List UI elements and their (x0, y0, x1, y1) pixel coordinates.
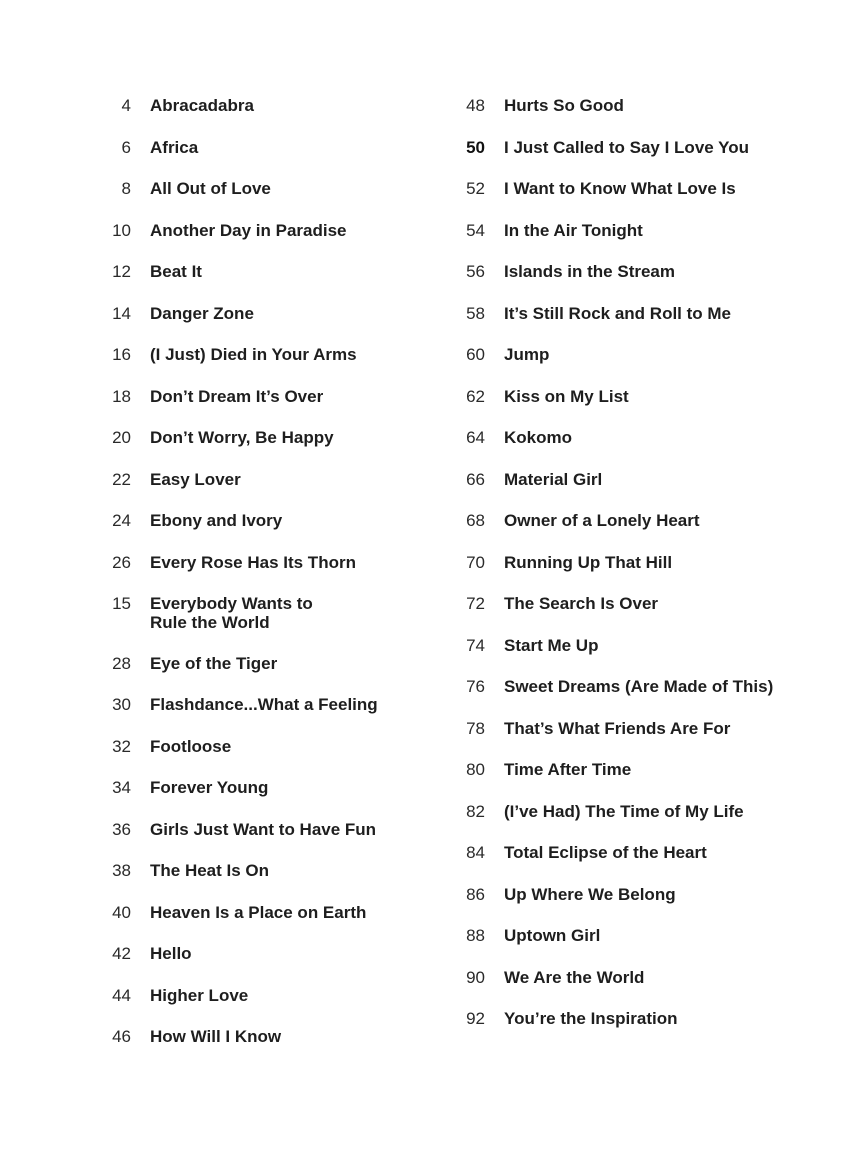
contents-entry (96, 221, 426, 241)
contents-entry (96, 986, 426, 1006)
page-number: 50 (466, 137, 485, 157)
song-title (150, 986, 248, 1005)
song-title (150, 262, 202, 281)
contents-entry (96, 695, 426, 715)
song-title (150, 861, 269, 880)
song-title-line: Easy Lover (150, 469, 241, 489)
song-title (150, 304, 254, 323)
contents-entry (450, 1009, 850, 1029)
page-number: 26 (112, 552, 131, 572)
contents-entry (450, 968, 850, 988)
song-title (504, 428, 572, 447)
contents-entry (450, 677, 850, 697)
song-title (150, 594, 313, 632)
song-title (150, 96, 254, 115)
page-number: 14 (112, 303, 131, 323)
song-title-line: The Heat Is On (150, 861, 270, 880)
contents-entry (450, 138, 850, 158)
song-title (150, 470, 241, 489)
contents-entry (450, 802, 850, 822)
song-title (150, 179, 271, 198)
contents-entry (450, 594, 850, 614)
page-number: 12 (112, 262, 131, 281)
song-title (150, 345, 357, 364)
page-number: 44 (112, 985, 131, 1005)
song-title-line: Material Girl (504, 469, 603, 489)
song-title (150, 428, 334, 447)
page-number: 32 (112, 736, 131, 756)
song-title (150, 820, 376, 839)
page-number: 58 (466, 303, 485, 323)
song-title (504, 179, 736, 198)
contents-entry (96, 138, 426, 158)
song-title (150, 695, 378, 714)
song-title-line: Heaven Is a Place on Earth (150, 902, 367, 922)
page-number: 4 (121, 96, 131, 115)
song-title (504, 553, 672, 572)
page-number: 86 (466, 884, 485, 904)
contents-entry (96, 778, 426, 798)
contents-entry (96, 345, 426, 365)
song-title-line: That’s What Friends Are For (504, 718, 731, 738)
page-number: 46 (112, 1027, 131, 1046)
page-number: 74 (466, 635, 485, 655)
contents-entry (450, 96, 850, 116)
song-title-line: Higher Love (150, 985, 249, 1005)
contents-entry (450, 179, 850, 199)
song-title (504, 138, 749, 157)
song-title (504, 345, 549, 364)
contents-entry (96, 1027, 426, 1047)
contents-entry (450, 470, 850, 490)
song-title-line: Kiss on My List (504, 386, 629, 406)
song-title (504, 511, 700, 530)
song-title-line: Running Up That Hill (504, 552, 673, 572)
page-number: 84 (466, 843, 485, 862)
song-title (150, 737, 231, 756)
contents-entry (96, 511, 426, 531)
contents-entry (96, 96, 426, 116)
page-number: 68 (466, 511, 485, 530)
song-title-line: All Out of Love (150, 179, 271, 198)
song-title-line: Jump (504, 345, 550, 364)
page-number: 92 (466, 1009, 485, 1028)
page-number: 88 (466, 926, 485, 945)
song-title-line: Islands in the Stream (504, 262, 675, 281)
page-number: 76 (466, 677, 485, 696)
contents-entry (450, 511, 850, 531)
contents-entry (96, 387, 426, 407)
contents-entry (450, 387, 850, 407)
contents-entry (450, 885, 850, 905)
song-title (150, 221, 347, 240)
song-title-line: Another Day in Paradise (150, 220, 347, 240)
contents-entry (96, 861, 426, 881)
page-number: 16 (112, 345, 131, 364)
page-number: 24 (112, 511, 131, 530)
song-title-line: Up Where We Belong (504, 884, 676, 904)
contents-entry (450, 719, 850, 739)
page-number: 22 (112, 469, 131, 489)
page-number: 82 (466, 801, 485, 821)
song-title-line: You’re the Inspiration (504, 1009, 678, 1028)
song-title (150, 511, 282, 530)
contents-entry (450, 760, 850, 780)
song-title (150, 654, 277, 673)
page-number: 36 (112, 819, 131, 839)
song-title-line: Footloose (150, 736, 232, 756)
page-number: 64 (466, 428, 485, 447)
song-title (150, 944, 192, 963)
song-title-line: How Will I Know (150, 1027, 282, 1046)
page-number: 15 (112, 594, 131, 613)
song-title-line: Start Me Up (504, 635, 599, 655)
page-number: 8 (121, 179, 131, 198)
song-title-line: I Just Called to Say I Love You (504, 137, 749, 157)
contents-entry (450, 843, 850, 863)
page-number: 54 (466, 220, 485, 240)
page-number: 20 (112, 428, 131, 447)
song-title-line: Total Eclipse of the Heart (504, 843, 707, 862)
contents-entry (450, 428, 850, 448)
contents-entry (96, 594, 426, 632)
song-title (504, 304, 731, 323)
contents-column-right (450, 96, 850, 1051)
song-title-line: Danger Zone (150, 303, 254, 323)
song-title-line: Owner of a Lonely Heart (504, 511, 700, 530)
song-title-line: Hello (150, 944, 192, 963)
contents-entry (96, 944, 426, 964)
song-title-line: It’s Still Rock and Roll to Me (504, 303, 732, 323)
contents-entry (96, 470, 426, 490)
song-title (150, 553, 356, 572)
page-number: 38 (112, 861, 131, 880)
song-title (504, 1009, 677, 1028)
song-title (504, 968, 644, 987)
contents-entry (96, 428, 426, 448)
contents-entry (96, 262, 426, 282)
contents-entry (450, 221, 850, 241)
page-number: 10 (112, 220, 131, 240)
song-title (504, 677, 773, 696)
song-title (504, 594, 658, 613)
song-title-line: Eye of the Tiger (150, 653, 278, 673)
song-title-line: Don’t Dream It’s Over (150, 386, 324, 406)
contents-entry (96, 820, 426, 840)
song-title (504, 221, 643, 240)
page-number: 72 (466, 594, 485, 613)
song-title-line: Hurts So Good (504, 96, 624, 115)
song-title (504, 760, 631, 779)
page-number: 56 (466, 262, 485, 281)
song-title-line: (I’ve Had) The Time of My Life (504, 801, 744, 821)
page-number: 28 (112, 653, 131, 673)
song-title (504, 470, 602, 489)
page-number: 90 (466, 967, 485, 987)
song-title (150, 778, 268, 797)
song-title-line: Don’t Worry, Be Happy (150, 428, 334, 447)
page-number: 52 (466, 179, 485, 198)
page-number: 70 (466, 552, 485, 572)
contents-entry (96, 903, 426, 923)
page-number: 62 (466, 386, 485, 406)
song-title (504, 636, 598, 655)
song-title (504, 926, 600, 945)
song-title (150, 1027, 281, 1046)
page-number: 80 (466, 760, 485, 779)
contents-entry (96, 179, 426, 199)
song-title-line: (I Just) Died in Your Arms (150, 345, 357, 364)
contents-entry (450, 345, 850, 365)
song-title (504, 802, 744, 821)
song-title (150, 903, 366, 922)
song-title (504, 96, 624, 115)
song-title (504, 885, 676, 904)
page-number: 42 (112, 944, 131, 963)
page-number: 60 (466, 345, 485, 364)
song-title-line: Sweet Dreams (Are Made of This) (504, 677, 774, 696)
song-title-line: Kokomo (504, 428, 572, 447)
page-number: 78 (466, 718, 485, 738)
song-title (504, 387, 629, 406)
song-title-line: Abracadabra (150, 96, 254, 115)
song-title-line: Time After Time (504, 760, 632, 779)
contents-entry (450, 553, 850, 573)
contents-entry (96, 553, 426, 573)
contents-entry (450, 262, 850, 282)
song-title-line: The Search Is Over (504, 594, 659, 613)
song-title-line: Girls Just Want to Have Fun (150, 819, 377, 839)
song-title-line: Africa (150, 137, 199, 157)
contents-column-left (96, 96, 426, 1069)
song-title-line: Forever Young (150, 778, 269, 797)
page-number: 48 (466, 96, 485, 115)
contents-entry (450, 636, 850, 656)
song-title-line: Uptown Girl (504, 926, 601, 945)
song-title (504, 719, 730, 738)
contents-entry (96, 304, 426, 324)
song-title (504, 262, 675, 281)
song-title-line: Ebony and Ivory (150, 511, 283, 530)
song-title (150, 138, 198, 157)
song-title (504, 843, 707, 862)
page-number: 30 (112, 695, 131, 714)
song-title-line-2: Rule the World (150, 613, 270, 632)
song-title-line: In the Air Tonight (504, 220, 643, 240)
contents-entry (450, 926, 850, 946)
page-number: 6 (121, 137, 131, 157)
page-number: 40 (112, 902, 131, 922)
song-title-line: Every Rose Has Its Thorn (150, 552, 356, 572)
contents-entry (96, 737, 426, 757)
song-title-line: I Want to Know What Love Is (504, 179, 736, 198)
contents-entry (450, 304, 850, 324)
song-title-line: Beat It (150, 262, 202, 281)
song-title-line: Everybody Wants to (150, 594, 313, 613)
song-title-line: We Are the World (504, 967, 645, 987)
contents-entry (96, 654, 426, 674)
page-number: 66 (466, 469, 485, 489)
song-title-line: Flashdance...What a Feeling (150, 695, 378, 714)
song-title (150, 387, 323, 406)
page-number: 18 (112, 386, 131, 406)
page-number: 34 (112, 778, 131, 797)
